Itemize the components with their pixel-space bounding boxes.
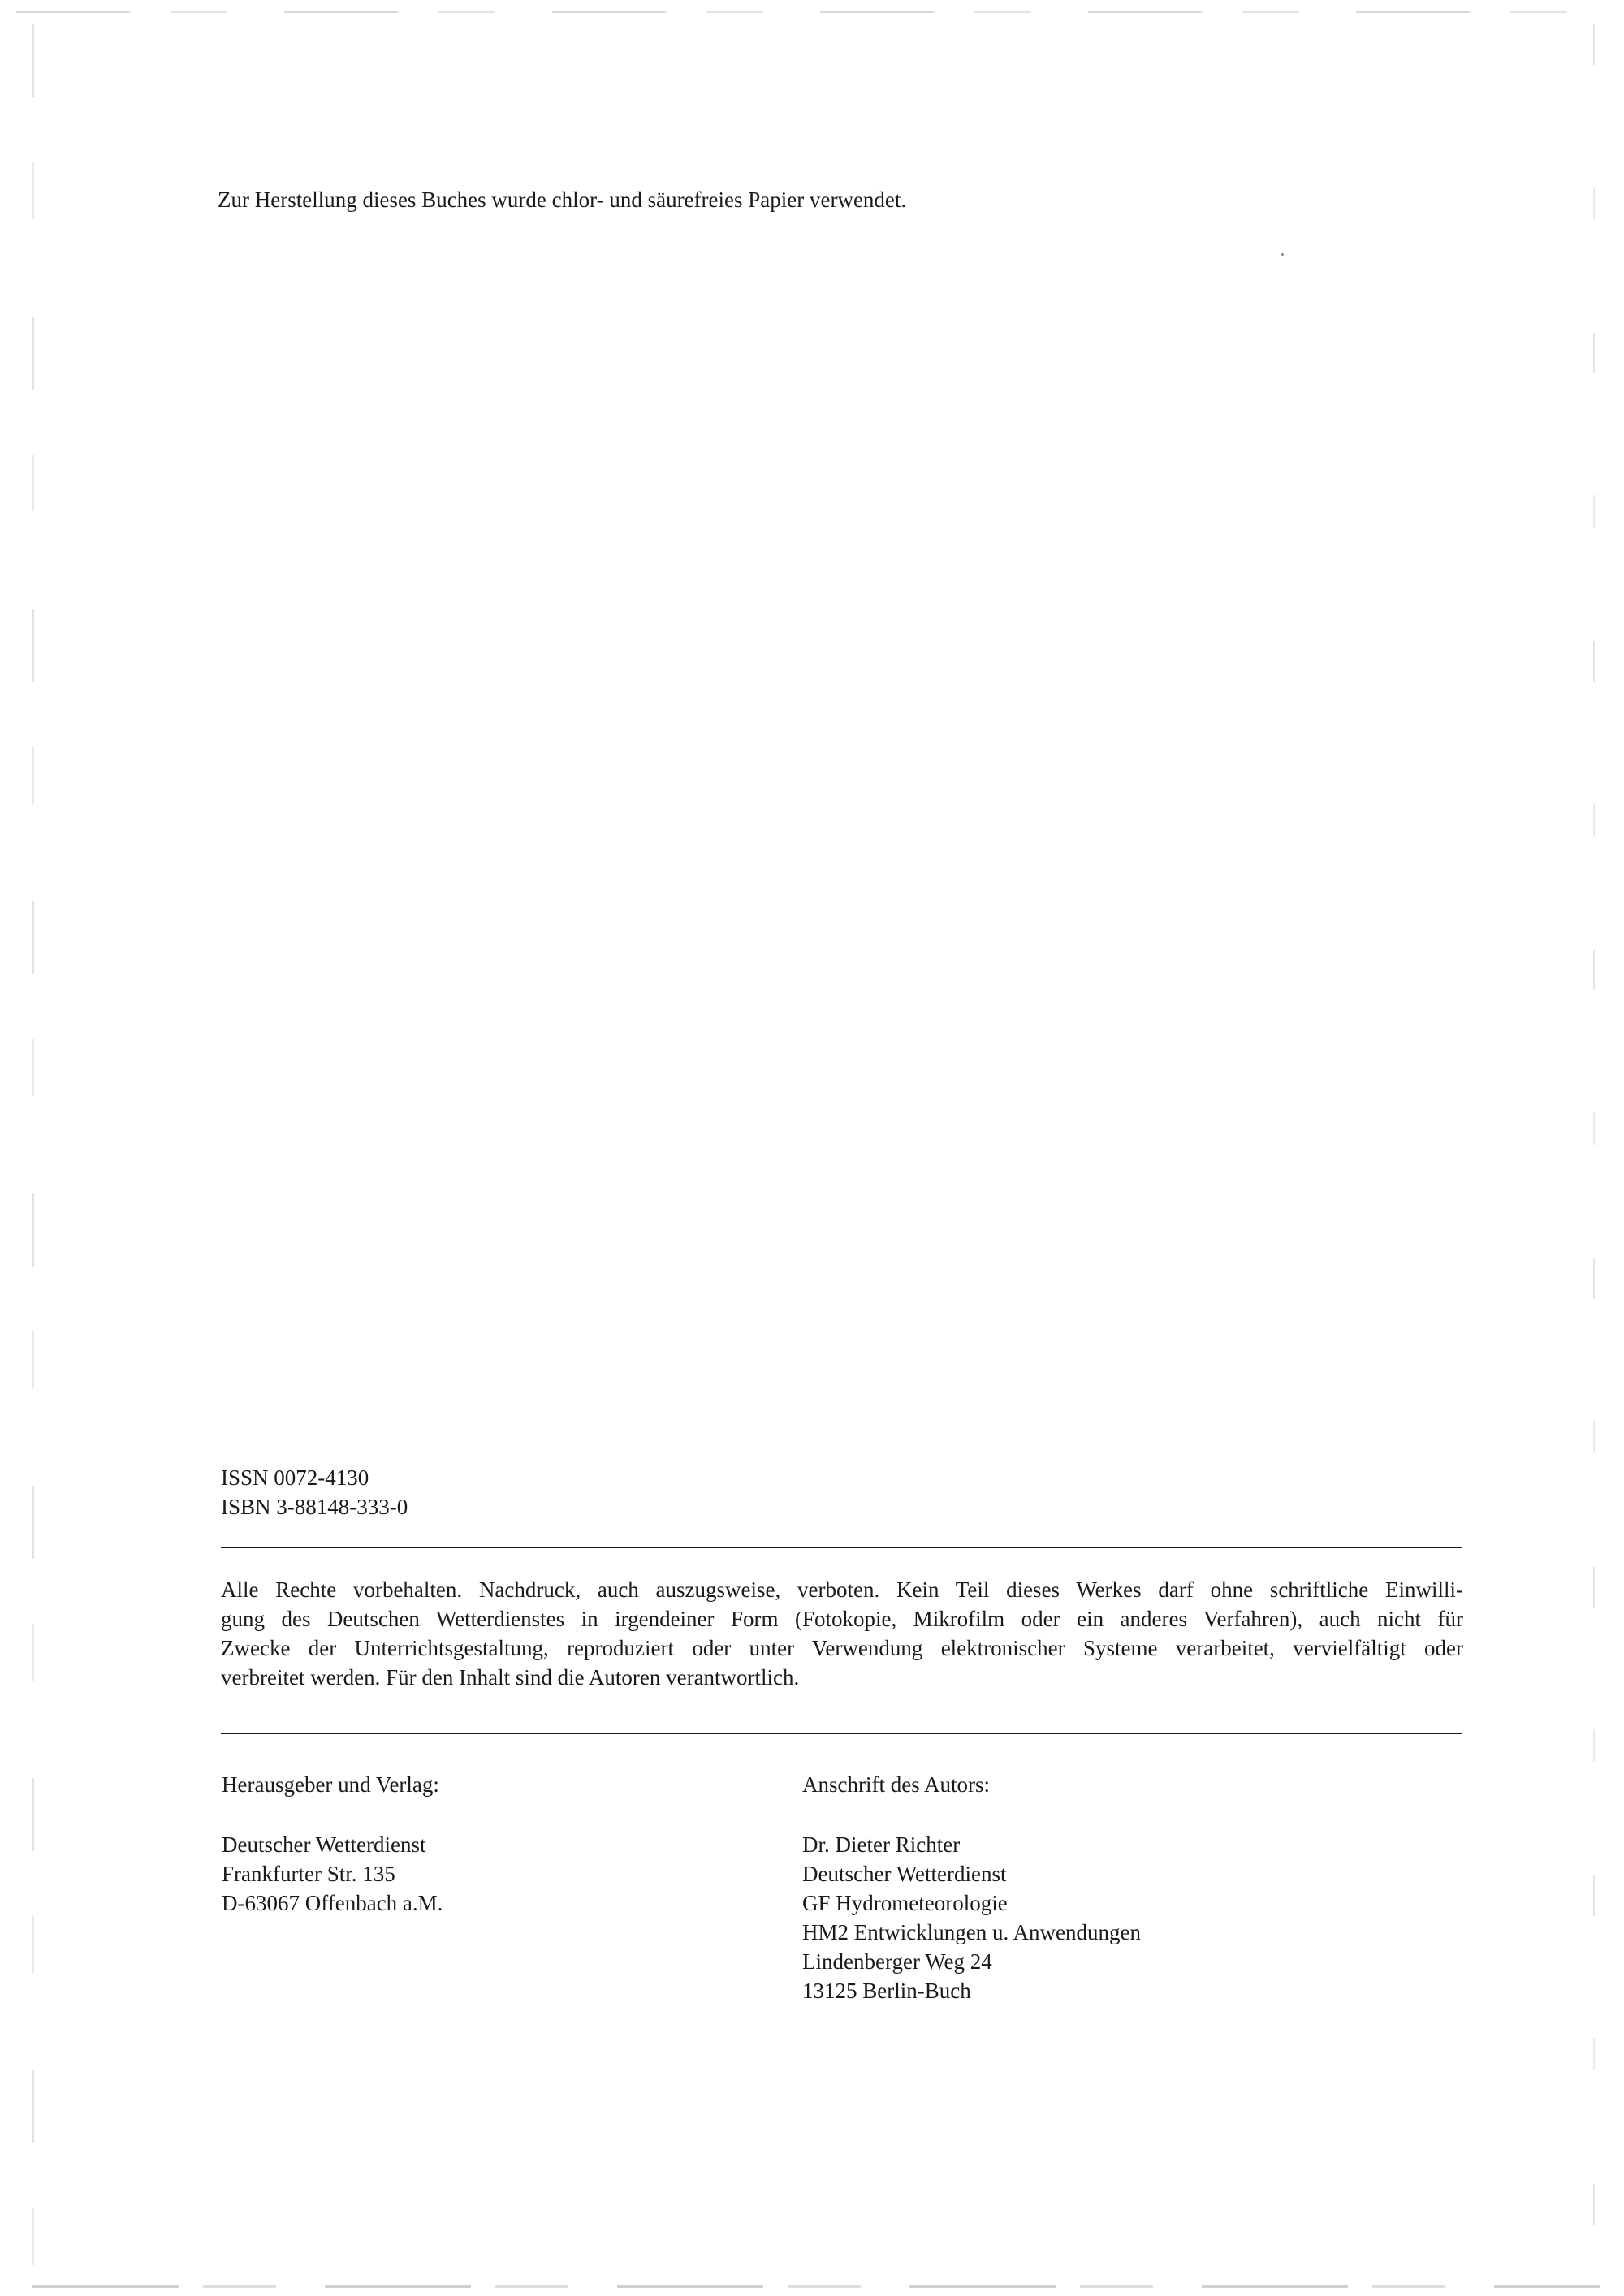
copyright-line: verbreitet werden. Für den Inhalt sind die Autoren verantwortlich. — [221, 1665, 800, 1690]
identifier-block — [221, 1463, 408, 1521]
copyright-line: Zwecke der Unterrichtsgestaltung, reproduziert oder unter Verwendung elektronischer Systeme verarbeitet, vervielfältigt oder — [221, 1636, 1463, 1660]
copyright-line: Alle Rechte vorbehalten. Nachdruck, auch auszugsweise, verboten. Kein Teil dieses Werkes darf ohne schriftliche Einwilli- — [221, 1577, 1463, 1602]
isbn-number: ISBN 3-88148-333-0 — [221, 1495, 408, 1519]
publisher-column — [222, 1770, 443, 1918]
author-address-line: GF Hydrometeorologie — [802, 1891, 1008, 1915]
author-address-line: Deutscher Wetterdienst — [802, 1862, 1007, 1886]
divider-top — [221, 1547, 1462, 1548]
copyright-line: gung des Deutschen Wetterdienstes in irgendeiner Form (Fotokopie, Mikrofilm oder ein anderes Verfahren), auch nicht für — [221, 1607, 1463, 1631]
author-address-line: HM2 Entwicklungen u. Anwendungen — [802, 1920, 1141, 1944]
publisher-heading: Herausgeber und Verlag: — [222, 1772, 439, 1797]
publisher-address-line: Deutscher Wetterdienst — [222, 1832, 426, 1857]
publisher-address-line: D-63067 Offenbach a.M. — [222, 1891, 443, 1915]
issn-number: ISSN 0072-4130 — [221, 1465, 369, 1490]
scan-edge-right — [1593, 24, 1595, 2273]
scan-speck — [1281, 253, 1284, 256]
author-address-line: Lindenberger Weg 24 — [802, 1949, 992, 1974]
author-address-line: 13125 Berlin-Buch — [802, 1979, 971, 2003]
publisher-address-line: Frankfurter Str. 135 — [222, 1862, 395, 1886]
copyright-notice — [221, 1575, 1463, 1692]
divider-bottom — [221, 1733, 1462, 1734]
author-column — [802, 1770, 1141, 2005]
author-heading: Anschrift des Autors: — [802, 1772, 990, 1797]
author-address-line: Dr. Dieter Richter — [802, 1832, 961, 1857]
scan-edge-bottom — [32, 2285, 1600, 2288]
scan-edge-left — [32, 24, 34, 2273]
paper-note: Zur Herstellung dieses Buches wurde chlor- und säurefreies Papier verwendet. — [218, 188, 907, 212]
scan-edge-top — [16, 11, 1608, 13]
